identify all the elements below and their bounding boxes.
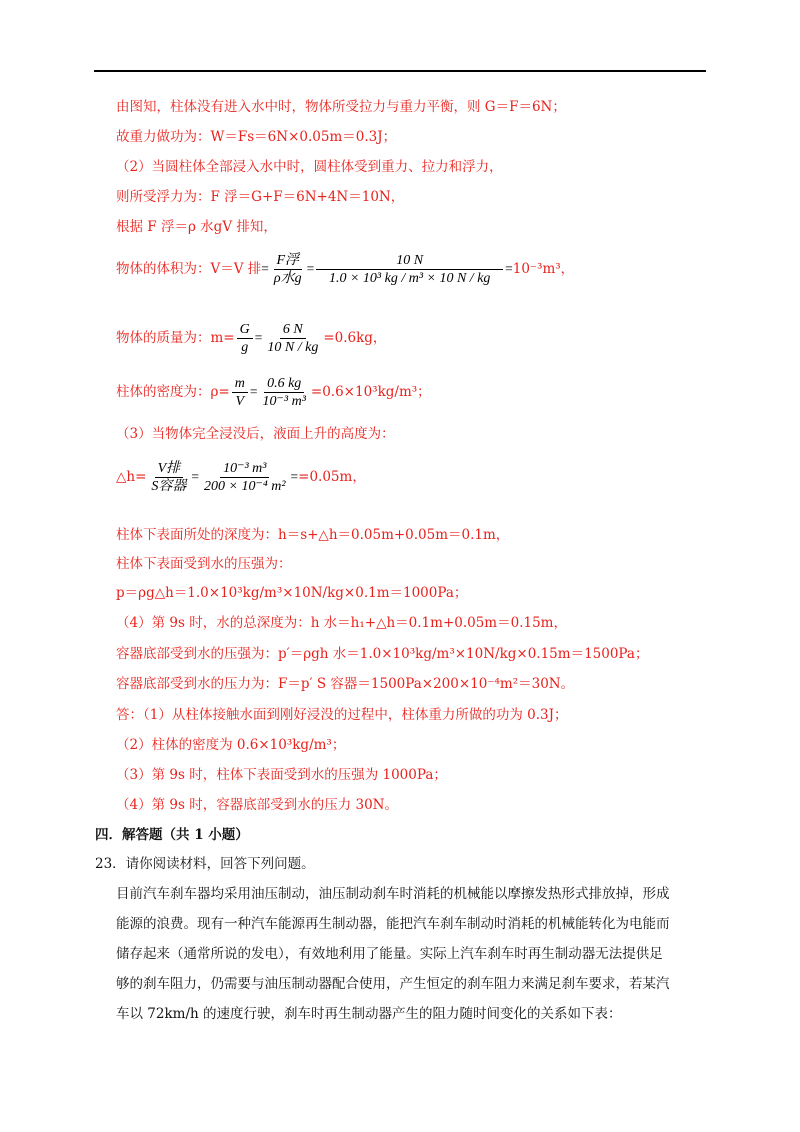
volume-result: 10⁻³m³， <box>512 261 575 277</box>
solution-line-9: （3）当物体完全浸没后，液面上升的高度为： <box>116 426 395 442</box>
answer-line-4: （4）第 9s 时，容器底部受到水的压力 30N。 <box>116 797 398 813</box>
answer-line-3: （3）第 9s 时，柱体下表面受到水的压强为 1000Pa； <box>116 767 447 783</box>
passage-line-1: 目前汽车刹车器均采用油压制动，油压制动刹车时消耗的机械能以摩擦发热形式排放掉，形成 <box>116 886 670 902</box>
mass-result: =0.6kg， <box>323 330 387 346</box>
fraction: $\frac{6 N}{10 N / kg}$ <box>267 322 319 355</box>
solution-line-16: 容器底部受到水的压力为：F＝p′ S 容器＝1500Pa×200×10⁻⁴m²＝30N。 <box>116 676 575 692</box>
solution-line-5: 根据 F 浮＝ρ 水gV 排知， <box>116 219 277 235</box>
height-result: =0.05m， <box>298 469 366 485</box>
solution-line-14: （4）第 9s 时，水的总深度为：h 水＝h₁+△h＝0.1m+0.05m＝0.15m， <box>116 615 567 631</box>
section-heading: 四．解答题（共 1 小题） <box>95 827 249 843</box>
density-result: =0.6×10³kg/m³； <box>310 384 431 400</box>
density-formula: 柱体的密度为：ρ= $\frac{m}{V}$ = $\frac{0.6 kg}{\text{10⁻³ m³}}$ =0.6×10³kg/m³； <box>116 376 431 409</box>
header-rule <box>94 70 706 72</box>
solution-line-11: 柱体下表面所处的深度为：h＝s+△h＝0.05m+0.05m＝0.1m， <box>116 527 510 543</box>
fraction: $\frac{0.6 kg}{\text{10⁻³ m³}}$ <box>262 376 306 409</box>
height-label: △h= <box>116 469 147 485</box>
mass-formula: 物体的质量为：m= $\frac{G}{g}$ = $\frac{6 N}{10 N / kg}$ =0.6kg， <box>116 322 387 355</box>
solution-line-3: （2）当圆柱体全部浸入水中时，圆柱体受到重力、拉力和浮力， <box>116 159 503 175</box>
height-formula: △h= $\frac{\text{V排}}{\text{S容器}}$ = $\frac{\text{10⁻³ m³}}{\text{200 × 10⁻⁴ m²}}$ ==0.05m， <box>116 461 366 494</box>
passage-line-5: 车以 72km/h 的速度行驶，刹车时再生制动器产生的阻力随时间变化的关系如下表： <box>116 1006 622 1022</box>
solution-line-2: 故重力做功为：W＝Fs＝6N×0.05m＝0.3J； <box>116 129 397 145</box>
question-23: 23．请你阅读材料，回答下列问题。 <box>95 856 315 872</box>
solution-line-13: p＝ρg△h＝1.0×10³kg/m³×10N/kg×0.1m＝1000Pa； <box>116 585 468 601</box>
fraction: $\frac{10 N}{\text{1.0 × 10³ kg / m³ × 10 N / kg}}$ <box>316 252 503 287</box>
fraction: $\frac{G}{g}$ <box>237 321 253 356</box>
solution-line-1: 由图知，柱体没有进入水中时，物体所受拉力与重力平衡，则 G＝F＝6N； <box>116 99 566 115</box>
answer-line-1: 答：（1）从柱体接触水面到刚好浸没的过程中，柱体重力所做的功为 0.3J； <box>116 707 568 723</box>
answer-line-2: （2）柱体的密度为 0.6×10³kg/m³； <box>116 737 346 753</box>
fraction: $\frac{\text{F浮}}{\text{ρ水g}}$ <box>273 253 302 286</box>
solution-line-4: 则所受浮力为：F 浮＝G+F＝6N+4N＝10N， <box>116 189 405 205</box>
mass-label: 物体的质量为：m= <box>116 330 235 346</box>
volume-formula: 物体的体积为：V＝V 排= $\frac{\text{F浮}}{\text{ρ水g}}$ = $\frac{10 N}{\text{1.0 × 10³ kg / m³ × 10 N / kg}}$ =10⁻³m³， <box>116 253 575 286</box>
passage-line-3: 储存起来（通常所说的发电），有效地利用了能量。实际上汽车刹车时再生制动器无法提供足 <box>116 946 663 962</box>
fraction: $\frac{\text{10⁻³ m³}}{\text{200 × 10⁻⁴ m²}}$ <box>204 461 286 494</box>
solution-line-12: 柱体下表面受到水的压强为： <box>116 556 292 572</box>
volume-label: 物体的体积为：V＝V 排 <box>116 261 262 277</box>
density-label: 柱体的密度为：ρ= <box>116 384 230 400</box>
passage-line-2: 能源的浪费。现有一种汽车能源再生制动器，能把汽车刹车制动时消耗的机械能转化为电能而 <box>116 916 670 932</box>
fraction: $\frac{m}{V}$ <box>232 375 248 410</box>
passage-line-4: 够的刹车阻力，仍需要与油压制动器配合使用，产生恒定的刹车阻力来满足刹车要求，若某汽 <box>116 976 670 992</box>
fraction: $\frac{\text{V排}}{\text{S容器}}$ <box>151 461 187 494</box>
solution-line-15: 容器底部受到水的压强为：p′＝ρgh 水＝1.0×10³kg/m³×10N/kg×0.15m＝1500Pa； <box>116 646 649 662</box>
